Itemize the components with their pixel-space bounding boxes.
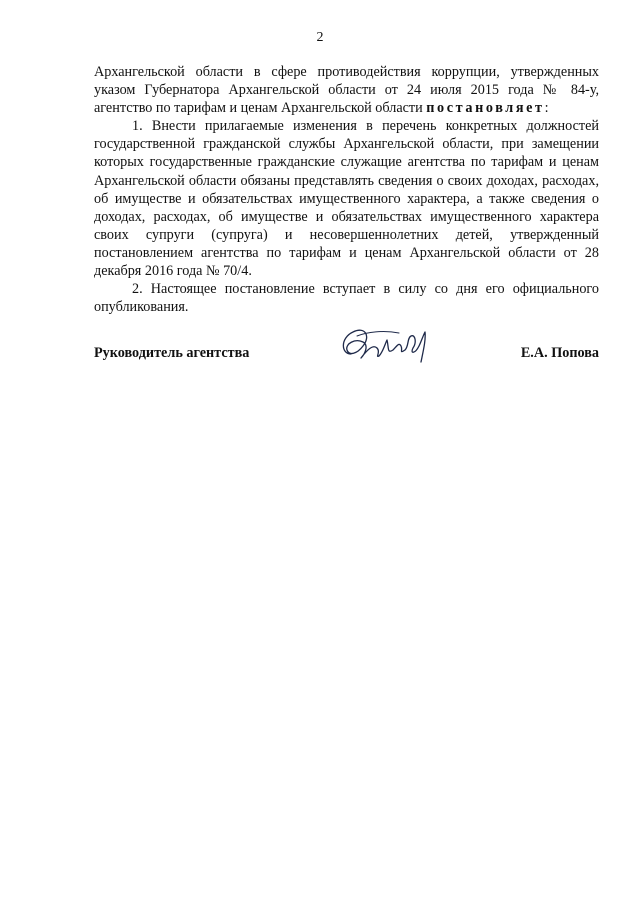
preamble-text: Архангельской области в сфере противодействия коррупции, утвержденных указом Губернатора Архангельской области от 24 июля 2015 года № 84-у, агентство по тарифам и ценам Архангельской области xyxy=(94,64,599,117)
resolution-keyword: постановляет xyxy=(426,100,545,117)
signature-block xyxy=(94,334,599,374)
preamble-colon: : xyxy=(544,100,549,117)
handwritten-signature xyxy=(337,324,437,368)
page-number: 2 xyxy=(316,30,324,45)
paragraph-item-2: 2. Настоящее постановление вступает в силу со дня его официального опубликования. xyxy=(94,281,599,316)
document-body xyxy=(94,63,599,316)
paragraph-preamble-end xyxy=(94,63,599,117)
signer-title: Руководитель агентства xyxy=(94,345,250,361)
signer-name: Е.А. Попова xyxy=(520,345,599,361)
paragraph-item-1: 1. Внести прилагаемые изменения в перечень конкретных должностей государственной гражданской службы Архангельской области, при замещении которых государственные гражданские служащие агентства по тарифам и ценам Архангельской области обязаны представлять сведения о своих доходах, расходах, об имуществе и обязательствах имущественного характера, а также сведения о доходах, расходах, об имуществе и обязательствах имущественного характера своих супруги (супруга) и несовершеннолетних детей, утвержденный постановлением агентства по тарифам и ценам Архангельской области от 28 декабря 2016 года № 70/4. xyxy=(94,118,599,280)
